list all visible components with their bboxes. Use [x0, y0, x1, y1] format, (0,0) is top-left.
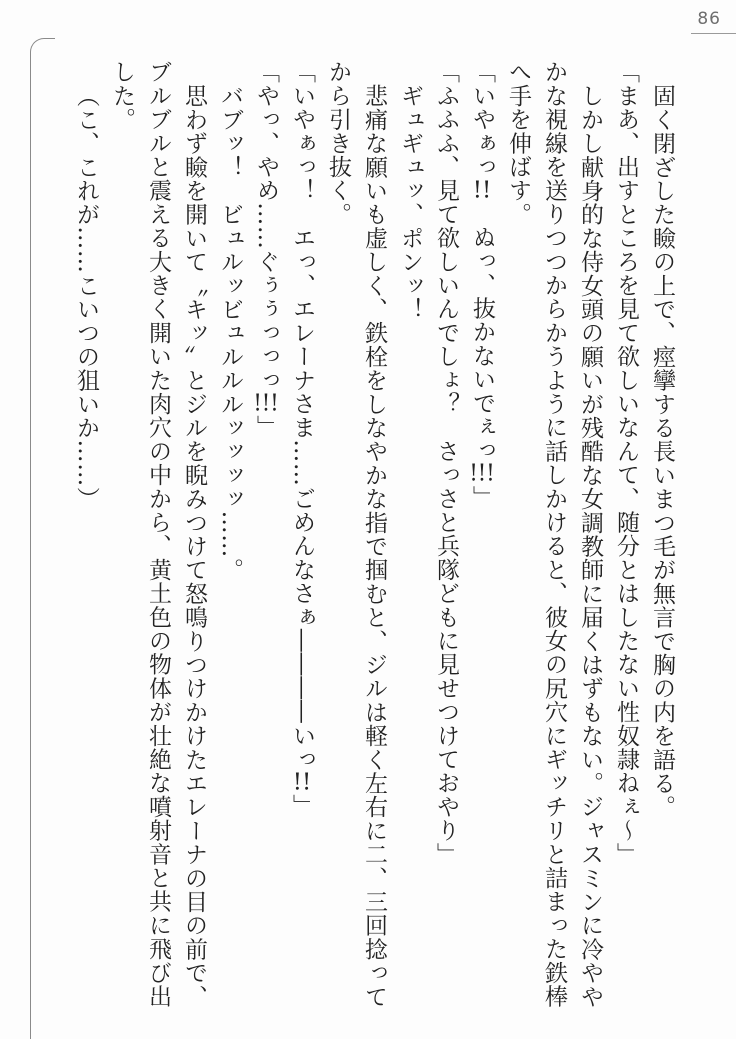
page-number: 86: [697, 9, 721, 29]
text-column: （こ、これが……こいつの狙いか……）: [73, 84, 99, 511]
text-column: 「いやぁっ!! ぬっ、抜かないでぇっ!!!」: [469, 60, 495, 509]
text-area: [68, 60, 680, 1012]
text-column: 「ふふふ、見て欲しいんでしょ？ さっさと兵隊どもに見せつけておやり」: [433, 60, 459, 866]
text-column: から引き抜く。: [325, 60, 351, 226]
page-number-rule: [691, 33, 736, 34]
text-column: かな視線を送りつつからかうように話しかけると、彼女の尻穴にギッチリと詰まった鉄棒: [541, 60, 567, 1008]
text-column: 固く閉ざした瞼の上で、痙攣する長いまつ毛が無言で胸の内を語る。: [649, 84, 675, 819]
text-column: ギュギュッ、ポンッ！: [397, 84, 423, 321]
text-column: バブッ！ ビュルッビュルルルッッッッ……。: [217, 84, 243, 582]
text-column: へ手を伸ばす。: [505, 60, 531, 226]
text-column: 「まあ、出すところを見て欲しいなんて、随分とはしたない性奴隷ねぇ〜」: [613, 60, 639, 866]
text-column: 「いやぁっ！ エっ、エレーナさま……ごめんなさぁ――――いっ!!」: [289, 60, 315, 818]
text-column: 思わず瞼を開いて〝キッ〟とジルを睨みつけて怒鳴りつけかけたエレーナの目の前で、: [181, 84, 207, 1009]
text-column: 「やっ、やめ……ぐぅぅっっっ!!!」: [253, 60, 279, 439]
page-frame-border: [30, 38, 55, 1039]
text-column: 悲痛な願いも虚しく、鉄栓をしなやかな指で掴むと、ジルは軽く左右に二、三回捻って: [361, 84, 387, 1009]
text-column: しかし献身的な侍女頭の願いが残酷な女調教師に届くはずもない。ジャスミンに冷やや: [577, 84, 603, 1009]
text-column: した。: [109, 60, 135, 132]
text-column: ブルブルと震える大きく開いた肉穴の中から、黄土色の物体が壮絶な噴射音と共に飛び出: [145, 60, 171, 1008]
